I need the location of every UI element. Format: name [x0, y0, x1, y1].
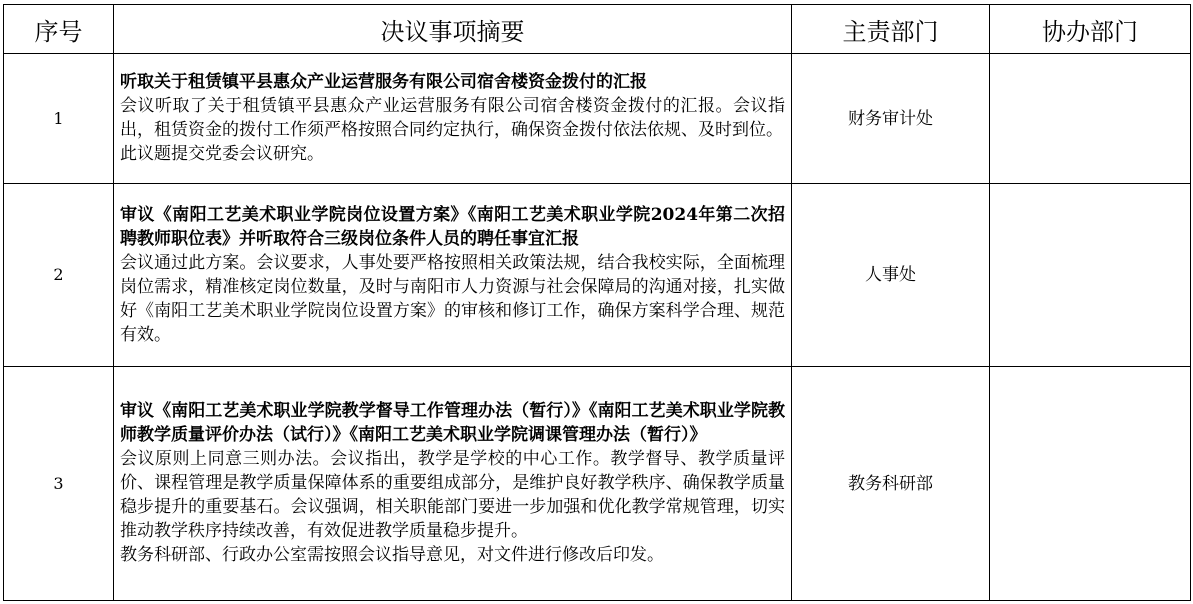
- row-assist-dept: [990, 54, 1191, 184]
- row-body-paragraph: 会议通过此方案。会议要求，人事处要严格按照相关政策法规，结合我校实际，全面梳理岗位需求，精准核定岗位数量，及时与南阳市人力资源与社会保障局的沟通对接，扎实做好《南阳工艺美术职业学院岗位设置方案》的审核和修订工作，确保方案科学合理、规范有效。: [120, 252, 785, 345]
- header-assist-dept: 协办部门: [990, 5, 1191, 54]
- row-summary: [114, 54, 792, 184]
- row-assist-dept: [990, 184, 1191, 367]
- row-body-paragraph: 此议题提交党委会议研究。: [120, 144, 324, 164]
- row-number: 3: [4, 367, 114, 601]
- row-number: 2: [4, 184, 114, 367]
- header-row: [4, 5, 1191, 54]
- row-main-dept: 财务审计处: [792, 54, 990, 184]
- header-main-dept: 主责部门: [792, 5, 990, 54]
- row-main-dept: 教务科研部: [792, 367, 990, 601]
- row-main-dept: 人事处: [792, 184, 990, 367]
- row-assist-dept: [990, 367, 1191, 601]
- row-title: 审议《南阳工艺美术职业学院岗位设置方案》《南阳工艺美术职业学院2024年第二次招聘教师职位表》并听取符合三级岗位条件人员的聘任事宜汇报: [120, 204, 785, 249]
- row-summary: [114, 184, 792, 367]
- row-body-paragraph: 教务科研部、行政办公室需按照会议指导意见，对文件进行修改后印发。: [120, 545, 664, 565]
- row-title: 审议《南阳工艺美术职业学院教学督导工作管理办法（暂行）》《南阳工艺美术职业学院教师教学质量评价办法（试行）》《南阳工艺美术职业学院调课管理办法（暂行）》: [120, 401, 785, 445]
- row-title: 听取关于租赁镇平县惠众产业运营服务有限公司宿舍楼资金拨付的汇报: [120, 72, 647, 92]
- header-summary: 决议事项摘要: [114, 5, 792, 54]
- table-row: [4, 54, 1191, 184]
- resolution-table: [3, 4, 1191, 601]
- row-number: 1: [4, 54, 114, 184]
- row-summary: [114, 367, 792, 601]
- table-row: [4, 184, 1191, 367]
- table-row: [4, 367, 1191, 601]
- row-body-paragraph: 会议原则上同意三则办法。会议指出，教学是学校的中心工作。教学督导、教学质量评价、课程管理是教学质量保障体系的重要组成部分，是维护良好教学秩序、确保教学质量稳步提升的重要基石。会议强调，相关职能部门要进一步加强和优化教学常规管理，切实推动教学秩序持续改善，有效促进教学质量稳步提升。: [120, 449, 785, 541]
- row-body-paragraph: 会议听取了关于租赁镇平县惠众产业运营服务有限公司宿舍楼资金拨付的汇报。会议指出，租赁资金的拨付工作须严格按照合同约定执行，确保资金拨付依法依规、及时到位。: [120, 96, 785, 140]
- header-no: 序号: [4, 5, 114, 54]
